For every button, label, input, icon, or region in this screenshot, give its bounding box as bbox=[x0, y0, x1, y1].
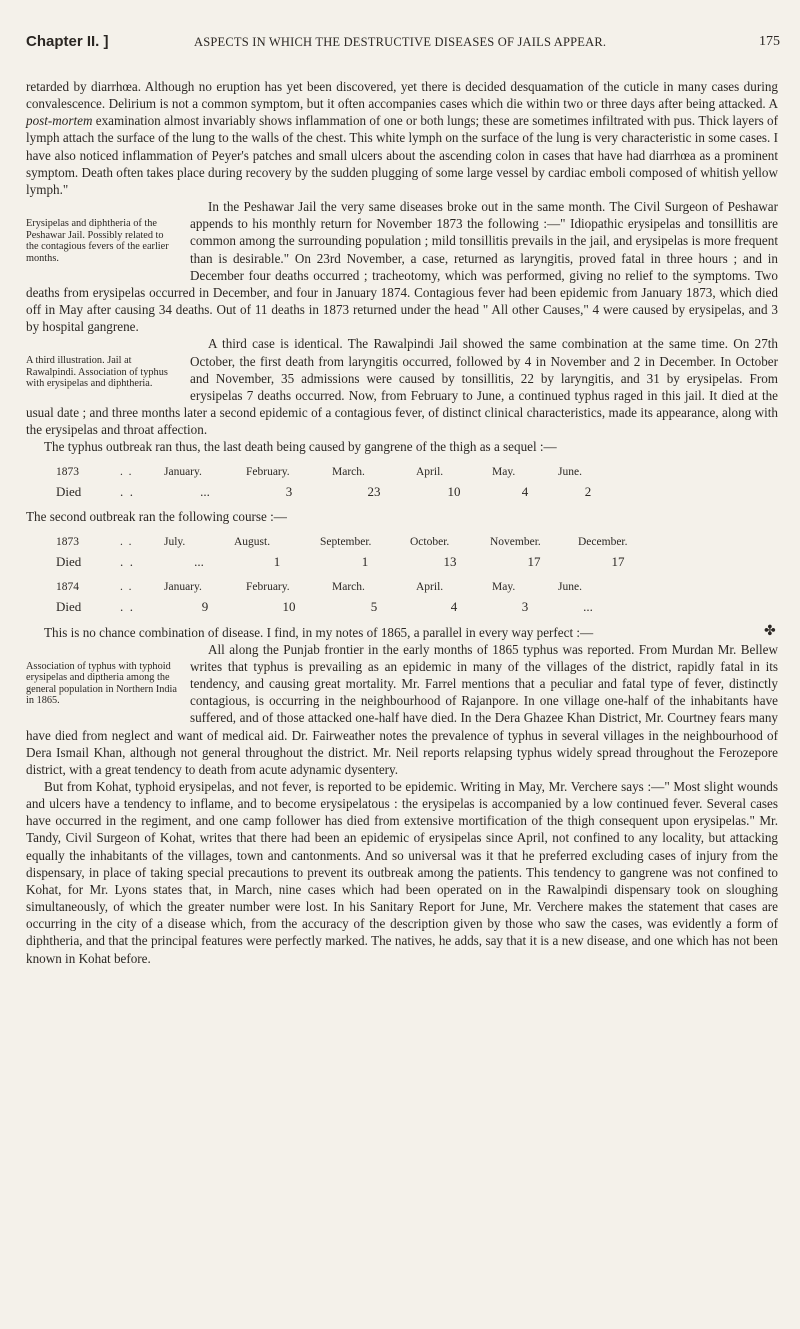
month-header: September. bbox=[320, 536, 372, 549]
table-cell: ... bbox=[583, 599, 593, 615]
month-header: February. bbox=[246, 466, 290, 479]
table-cell: 4 bbox=[450, 599, 458, 615]
month-header: April. bbox=[416, 466, 444, 479]
italic-term: post-mortem bbox=[26, 113, 93, 129]
row-label: Died bbox=[56, 484, 82, 500]
month-header: May. bbox=[492, 581, 516, 594]
month-header: August. bbox=[234, 536, 271, 549]
paragraph: ✤ This is no chance combination of disease. I find, in my notes of 1865, a parallel in every way perfect :— bbox=[26, 624, 778, 641]
table-cell: 3 bbox=[521, 599, 529, 615]
sidenote-punjab: Association of typhus with typhoid erysipelas and diptheria among the general population in Northern India in 1865. bbox=[26, 660, 177, 707]
sidenote-peshawar: Erysipelas and diphtheria of the Peshawar Jail. Possibly related to the contagious fevers of the earlier months. bbox=[26, 218, 169, 264]
table-cell: 23 bbox=[367, 484, 381, 500]
month-header: April. bbox=[416, 581, 444, 594]
running-title: ASPECTS IN WHICH THE DESTRUCTIVE DISEASES OF JAILS APPEAR. bbox=[194, 35, 607, 49]
running-header bbox=[26, 33, 780, 57]
paragraph: Association of typhus with typhoid erysipelas and diptheria among the general population in Northern India in 1865. All along the Punjab frontier in the early months of 1865 typhus was reported. From Murdan Mr. Bellew writes that typhus is prevailing as an epidemic in many of the villages of the district, rapidly fatal in its tendency, and causing great mortality. Mr. Farrel mentions that a peculiar and fatal type of fever, distinctly contagious, is occurring in the neighbourhood of Rajanpore. In one village one-half of the inhabitants have suffered, and of those attacked one-half have died. In the Dera Ghazee Khan District, Mr. Courtney fears many have died from neglect and want of medical aid. Dr. Fairweather notes the prevalence of typhus in several villages in the neighbourhood of Dera Ismail Khan, although not general throughout the district. Mr. Neil reports relapsing typhus widely spread throughout the Ferozepore district, with a great tendency to death from acute adynamic dysentery. bbox=[26, 641, 778, 777]
month-header: March. bbox=[332, 466, 365, 479]
month-header: January. bbox=[164, 466, 202, 479]
body-text bbox=[26, 78, 778, 967]
month-header: October. bbox=[410, 536, 450, 549]
month-header: June. bbox=[558, 466, 582, 479]
paragraph: The second outbreak ran the following course :— bbox=[26, 509, 287, 525]
deaths-table-1874: 1874 . . January. February. March. April. May. June. Died . . 9 10 5 4 3 ... bbox=[56, 579, 618, 616]
table-cell: ... bbox=[194, 554, 204, 570]
month-header: June. bbox=[558, 581, 582, 594]
paragraph: A third illustration. Jail at Rawalpindi. Association of typhus with erysipelas and diphtheria. A third case is identical. The Rawalpindi Jail showed the same combination at the same time. On 27th October, the first death from laryngitis occurred, followed by 4 in November and 2 in December. In October and November, 35 admissions were caused by tonsillitis, 22 by laryngitis, and 31 by erysipelas. From erysipelas 7 deaths occurred. Now, from February to June, a continued typhus raged in this jail. It died at the usual date ; and three months later a second epidemic of a contagious fever, of distinct clinical characteristics, made its appearance, along with the erysipelas and throat affection. bbox=[26, 336, 778, 438]
month-header: December. bbox=[578, 536, 628, 549]
paragraph: The typhus outbreak ran thus, the last death being caused by gangrene of the thigh as a sequel :— bbox=[44, 439, 557, 455]
table-cell: 13 bbox=[443, 554, 457, 570]
table-cell: 5 bbox=[370, 599, 378, 615]
table-year: 1873 bbox=[56, 466, 79, 479]
table-cell: 1 bbox=[361, 554, 369, 570]
paragraph: Erysipelas and diphtheria of the Peshawar Jail. Possibly related to the contagious fevers of the earlier months. In the Peshawar Jail the very same diseases broke out in the same month. The Civil Surgeon of Peshawar appends to his monthly return for November 1873 the following :—" Idiopathic erysipelas and tonsillitis are common among the surrounding population ; mild tonsillitis prevails in the jail, and erysipelas is more frequent than is desirable." On 23rd November, a case, returned as laryngitis, proved fatal in three hours ; and in December four deaths occurred ; tracheotomy, which was performed, giving no relief to the symptoms. Two deaths from erysipelas occurred in December, and four in January 1874. Contagious fever had been epidemic from January 1873, which died off in May after causing 34 deaths. Out of 11 deaths in 1873 returned under the head " All other Causes," 4 were caused by erysipelas, and 3 by hospital gangrene. bbox=[26, 199, 778, 335]
table-cell: 17 bbox=[527, 554, 541, 570]
month-header: March. bbox=[332, 581, 365, 594]
table-cell: 9 bbox=[201, 599, 209, 615]
month-header: November. bbox=[490, 536, 541, 549]
deaths-table-second-outbreak: 1873 . . July. August. September. October. November. December. Died . . ... 1 1 13 17 17 bbox=[56, 534, 658, 571]
month-header: February. bbox=[246, 581, 290, 594]
table-cell: 3 bbox=[285, 484, 293, 500]
chapter-label: Chapter II. ] bbox=[26, 33, 109, 50]
sidenote-rawalpindi: A third illustration. Jail at Rawalpindi. Association of typhus with erysipelas and diphtheria. bbox=[26, 355, 168, 390]
page-number: 175 bbox=[759, 34, 780, 49]
table-cell: 2 bbox=[584, 484, 592, 500]
table-cell: 10 bbox=[447, 484, 461, 500]
table-cell: 17 bbox=[611, 554, 625, 570]
month-header: January. bbox=[164, 581, 202, 594]
margin-mark: ✤ bbox=[764, 623, 776, 639]
table-cell: 4 bbox=[521, 484, 529, 500]
month-header: May. bbox=[492, 466, 516, 479]
paragraph: But from Kohat, typhoid erysipelas, and not fever, is reported to be epidemic. Writing in May, Mr. Verchere says :—" Most slight wounds and ulcers have a tendency to inflame, and to become erysipelatous : the erysipelas is accompanied by a low continued fever. Several cases have occurred in the regiment, and one camp follower has died from extensive mortification of the thigh consequent upon erysipelas." Mr. Tandy, Civil Surgeon of Kohat, writes that there had been an epidemic of erysipelas since April, not confined to any locality, but attacking equally the inhabitants of the villages, town and cantonments. And so universal was it that he preferred excluding cases of injury from the dispensary, in place of taking special precautions to prevent its outbreak among the patients. This tendency to gangrene was not confined to Kohat, for Mr. Lyons states that, in March, nine cases which had been operated on in the Rawalpindi dispensary took on sloughing simultaneously, of which the greater number were lost. In his Sanitary Report for June, Mr. Verchere makes the statement that cases are occurring in the city of a disease which, from the accuracy of the description given by those who saw the cases, was evidently a form of diphtheria, and that the principal features were perfectly marked. The natives, he adds, say that it is a new disease, and one which has not been known in Kohat before. bbox=[26, 779, 778, 966]
table-cell: 1 bbox=[273, 554, 281, 570]
table-cell: 10 bbox=[282, 599, 296, 615]
paragraph: retarded by diarrhœa. Although no eruption has yet been discovered, yet there is decided desquamation of the cuticle in many cases during convalescence. Delirium is not a common symptom, but it often accompanies cases which die within two or three days after being attacked. A post-mortem examination almost invariably shows inflammation of one or both lungs; these are sometimes infiltrated with pus. Thick layers of lymph attach the surface of the lung to the walls of the chest. This white lymph on the surface of the lung is very characteristic in some cases. I have also noticed inflammation of Peyer's patches and small ulcers about the ascending colon in cases that have had diarrhœa as a prominent symptom. Death often takes place during recovery by the sudden plugging of some large vessel by cardiac emboli composed of whitish yellow lymph." bbox=[26, 79, 778, 197]
month-header: July. bbox=[164, 536, 186, 549]
table-cell: ... bbox=[200, 484, 210, 500]
deaths-table-typhus: 1873 . . January. February. March. April. May. June. Died . . ... 3 23 10 4 2 bbox=[56, 463, 618, 500]
